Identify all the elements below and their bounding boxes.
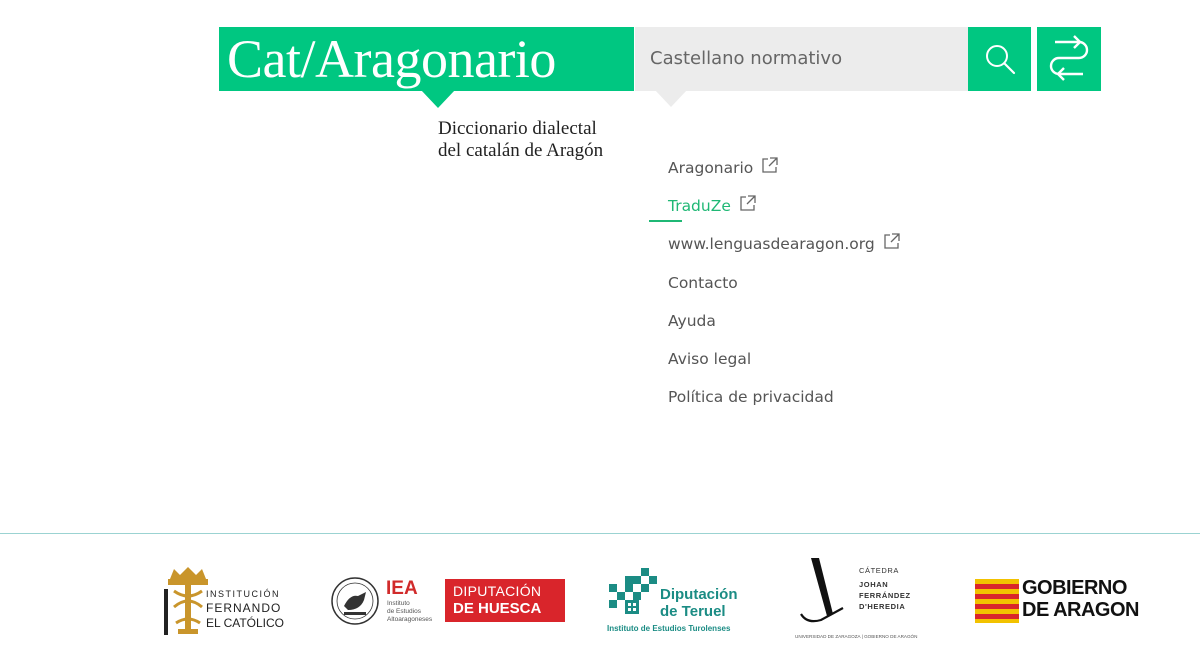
- menu-item-traduze[interactable]: [668, 188, 900, 226]
- search-icon: [983, 42, 1017, 76]
- active-item-underline: [649, 220, 682, 222]
- menu-item-contacto[interactable]: [668, 265, 900, 303]
- catedra-pen-icon: [797, 556, 847, 626]
- footer-divider: [0, 533, 1200, 534]
- huesca-text-line-1: DIPUTACIÓN: [453, 583, 542, 599]
- menu-item-politica-privacidad[interactable]: [668, 379, 900, 417]
- menu-item-ayuda[interactable]: [668, 303, 900, 341]
- menu-item-label: Política de privacidad: [668, 388, 834, 407]
- language-selector-label: Castellano normativo: [650, 48, 843, 69]
- iea-sub-line-1: Instituto: [387, 600, 410, 607]
- catedra-text-line-5: UNIVERSIDAD DE ZARAGOZA | GOBIERNO DE ARAGÓN: [795, 634, 918, 639]
- teruel-text-line-1: Diputación: [660, 586, 738, 603]
- menu-item-label: Aragonario: [668, 159, 754, 177]
- logo-pointer: [421, 90, 455, 108]
- iea-logo[interactable]: [330, 576, 440, 626]
- iea-acronym: IEA: [386, 578, 418, 599]
- ifc-text-line-3: EL CATÓLICO: [206, 616, 285, 630]
- menu-item-lenguasdearagon[interactable]: [668, 226, 900, 264]
- ifc-logo[interactable]: [164, 565, 286, 637]
- menu-item-aragonario[interactable]: [668, 150, 900, 188]
- menu-item-aviso-legal[interactable]: [668, 341, 900, 379]
- teruel-text-line-2: de Teruel: [660, 603, 726, 620]
- menu-item-label: www.lenguasdearagon.org: [668, 235, 875, 254]
- logo-text: Cat/Aragonario: [227, 29, 556, 89]
- diputacion-teruel-logo[interactable]: [607, 568, 757, 634]
- catedra-text-line-1: CÁTEDRA: [859, 566, 900, 575]
- external-link-icon: [739, 195, 756, 212]
- iea-seal-icon: [330, 576, 380, 626]
- tagline-line-1: Diccionario dialectal: [438, 118, 597, 139]
- gobierno-text-line-1: GOBIERNO: [1022, 577, 1127, 599]
- catedra-text-line-4: D'HEREDIA: [859, 602, 906, 611]
- external-link-icon: [761, 157, 778, 174]
- catedra-jfh-logo[interactable]: [795, 554, 935, 642]
- menu-item-label: Contacto: [668, 273, 738, 292]
- diputacion-huesca-logo[interactable]: [445, 579, 565, 622]
- aragon-flag-icon: [975, 579, 1019, 623]
- teruel-text-line-3: Instituto de Estudios Turolenses: [607, 624, 731, 633]
- iea-sub-line-2: de Estudios: [387, 608, 421, 615]
- catedra-text-line-2: JOHAN: [859, 580, 889, 589]
- external-link-icon: [883, 233, 900, 250]
- gobierno-text-line-2: DE ARAGON: [1022, 599, 1139, 621]
- language-selector-pointer: [655, 90, 687, 107]
- swap-direction-button[interactable]: [1037, 27, 1101, 91]
- iea-sub-line-3: Altoaragoneses: [387, 616, 433, 623]
- catedra-text-line-3: FERRÁNDEZ: [859, 591, 911, 600]
- site-tagline: [438, 118, 638, 162]
- gobierno-aragon-logo[interactable]: [975, 578, 1167, 624]
- ifc-text-line-1: INSTITUCIÓN: [206, 589, 280, 599]
- ifc-emblem-icon: [164, 565, 212, 637]
- tagline-line-2: del catalán de Aragón: [438, 140, 604, 161]
- ifc-text-line-2: FERNANDO: [206, 601, 282, 615]
- teruel-pixel-icon: [609, 568, 657, 614]
- side-menu: [668, 150, 900, 417]
- language-selector[interactable]: [635, 27, 968, 91]
- menu-item-label: Ayuda: [668, 311, 716, 330]
- search-button[interactable]: [968, 27, 1031, 91]
- menu-item-label: TraduZe: [668, 197, 731, 216]
- site-logo[interactable]: [219, 27, 634, 91]
- menu-item-label: Aviso legal: [668, 349, 752, 368]
- swap-direction-icon: [1045, 33, 1093, 85]
- huesca-text-line-2: DE HUESCA: [453, 600, 542, 617]
